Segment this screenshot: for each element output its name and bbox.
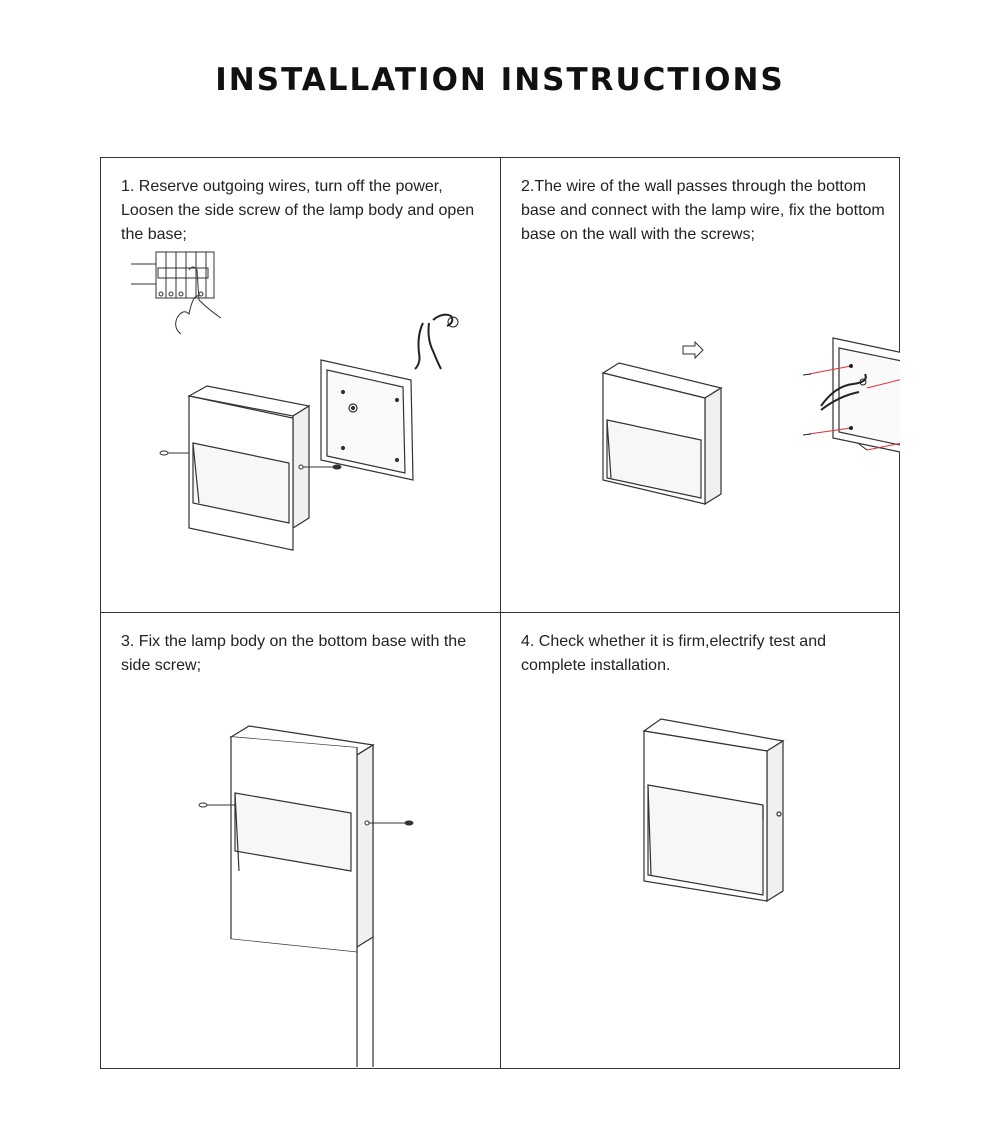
wire-bundle-icon <box>415 315 458 369</box>
step-1-illustration <box>101 158 500 612</box>
step-3-panel <box>101 613 500 1067</box>
step-4-panel <box>501 613 900 1067</box>
step-4-illustration <box>501 613 900 1067</box>
base-plate <box>833 338 900 458</box>
screw-left <box>160 451 189 455</box>
instruction-grid <box>100 157 900 1069</box>
step-2-text: 2.The wire of the wall passes through the bottom base and connect with the lamp wire, fix the bottom base on the wall with the screws; <box>521 178 885 243</box>
step-2-panel <box>501 158 900 612</box>
lamp-body <box>603 363 721 504</box>
step-3-text: 3. Fix the lamp body on the bottom base with the side screw; <box>121 633 467 674</box>
step-2-illustration <box>501 158 900 612</box>
step-1-panel <box>101 158 500 612</box>
arrow-right-icon <box>683 342 703 358</box>
step-1-text: 1. Reserve outgoing wires, turn off the power, Loosen the side screw of the lamp body and open the base; <box>121 178 475 243</box>
screw-left <box>199 803 235 807</box>
step-4-text: 4. Check whether it is firm,electrify test and complete installation. <box>521 633 826 674</box>
lamp-body <box>231 726 373 1067</box>
page-title: INSTALLATION INSTRUCTIONS <box>215 62 785 98</box>
lamp-body <box>644 719 783 901</box>
base-plate <box>321 360 413 480</box>
lamp-body <box>189 386 309 550</box>
breaker-hand-icon <box>131 252 221 334</box>
step-3-illustration <box>101 613 500 1067</box>
